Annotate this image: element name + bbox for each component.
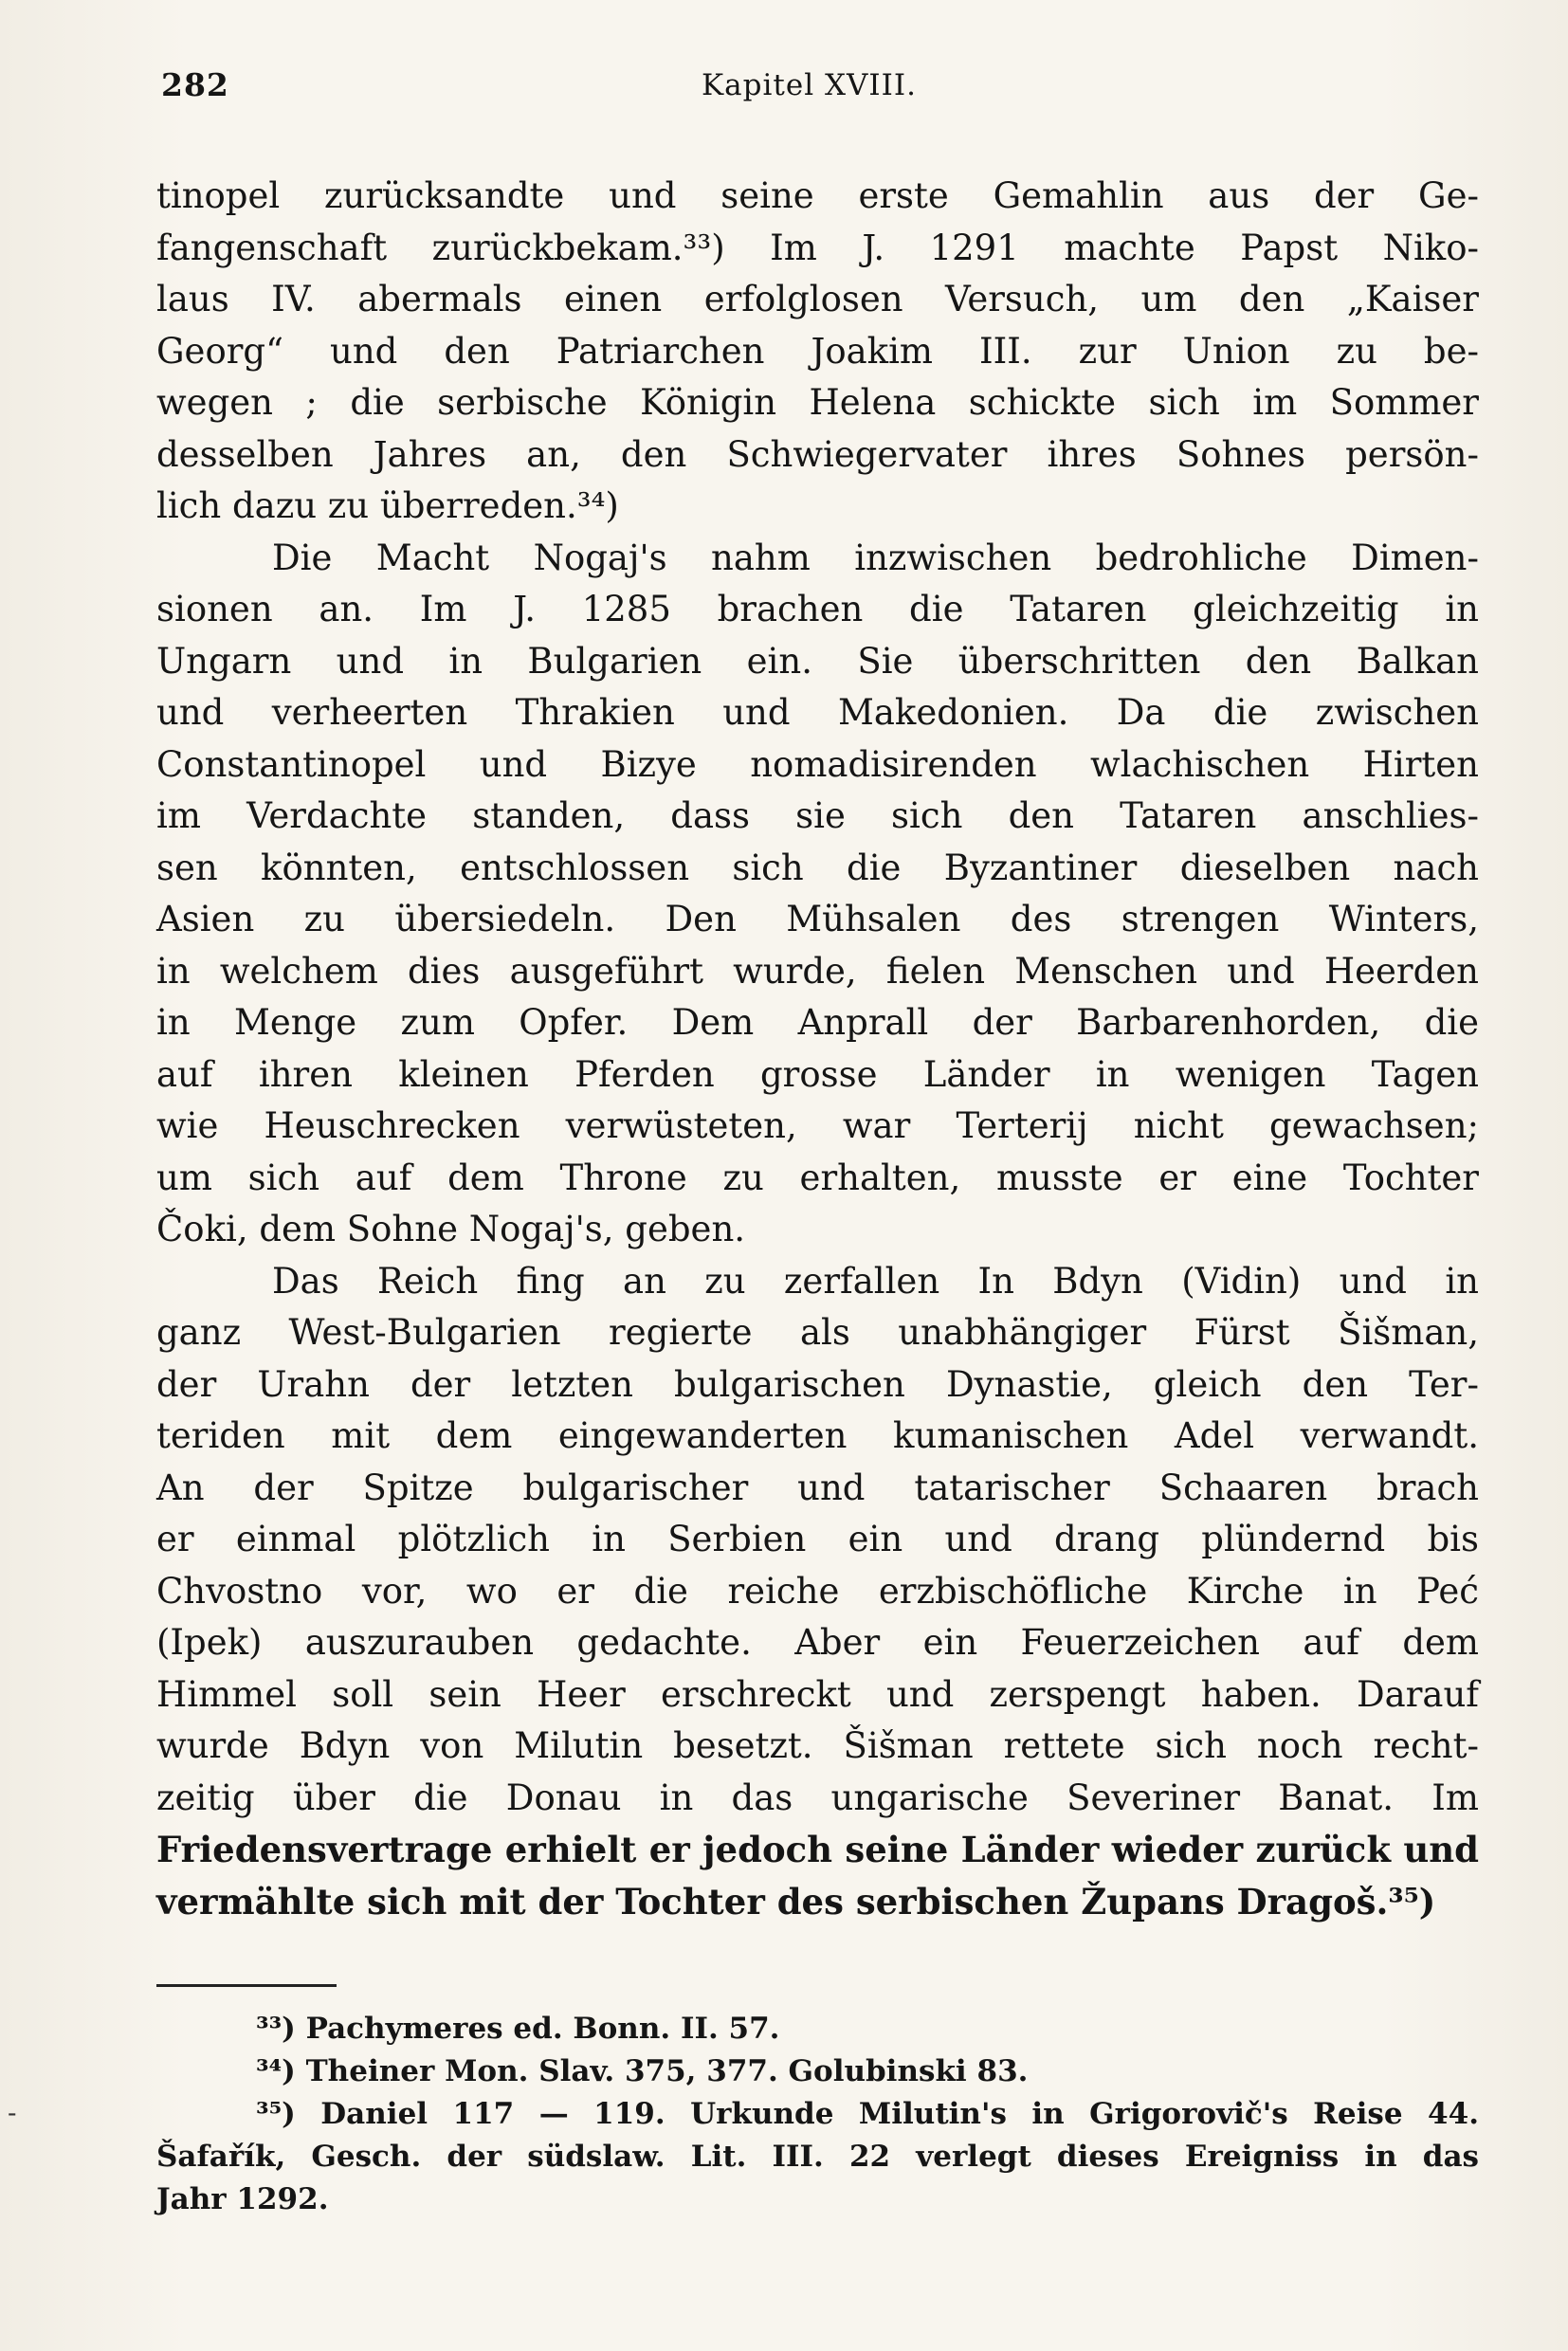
text-line: der Urahn der letzten bulgarischen Dynastie, gleich den Ter- <box>156 1363 1479 1405</box>
footnote-line: ³⁵) Daniel 117 — 119. Urkunde Milutin's in Grigorovič's Reise 44. <box>256 2097 1479 2131</box>
text-line: lich dazu zu überreden.³⁴) <box>156 485 619 526</box>
text-line: er einmal plötzlich in Serbien ein und drang plündernd bis <box>156 1519 1479 1559</box>
text-line: Asien zu übersiedeln. Den Mühsalen des strengen Winters, <box>156 899 1479 939</box>
text-line: Friedensvertrage erhielt er jedoch seine Länder wieder zurück und <box>156 1829 1479 1870</box>
text-line: Georg“ und den Patriarchen Joakim III. zur Union zu be- <box>156 330 1479 372</box>
footnote-line: Jahr 1292. <box>156 2182 329 2216</box>
text-line: und verheerten Thrakien und Makedonien. Da die zwischen <box>156 692 1479 733</box>
text-line: tinopel zurücksandte und seine erste Gemahlin aus der Ge- <box>156 175 1479 216</box>
body-text <box>156 171 1479 1927</box>
text-line: Čoki, dem Sohne Nogaj's, geben. <box>156 1209 746 1249</box>
page-number: 282 <box>161 66 229 103</box>
text-line: An der Spitze bulgarischer und tatarischer Schaaren brach <box>156 1467 1479 1508</box>
text-line: wurde Bdyn von Milutin besetzt. Šišman rettete sich noch recht- <box>156 1725 1479 1766</box>
text-line: wie Heuschrecken verwüsteten, war Terterij nicht gewachsen; <box>156 1105 1479 1146</box>
footnote-line: Šafařík, Gesch. der südslaw. Lit. III. 22 verlegt dieses Ereigniss in das <box>156 2140 1479 2174</box>
text-line: Chvostno vor, wo er die reiche erzbischöfliche Kirche in Peć <box>156 1570 1479 1612</box>
text-line: Constantinopel und Bizye nomadisirenden wlachischen Hirten <box>156 743 1479 785</box>
running-head: Kapitel XVIII. <box>702 68 918 102</box>
text-line: wegen ; die serbische Königin Helena schickte sich im Sommer <box>156 382 1479 423</box>
text-line: ganz West-Bulgarien regierte als unabhängiger Fürst Šišman, <box>156 1312 1479 1353</box>
text-line: in welchem dies ausgeführt wurde, fielen Menschen und Heerden <box>156 950 1479 992</box>
text-line: auf ihren kleinen Pferden grosse Länder in wenigen Tagen <box>156 1053 1479 1095</box>
text-line: laus IV. abermals einen erfolglosen Versuch, um den „Kaiser <box>156 279 1479 319</box>
footnote-line: ³³) Pachymeres ed. Bonn. II. 57. <box>256 2012 780 2046</box>
text-line: sen könnten, entschlossen sich die Byzantiner dieselben nach <box>156 847 1479 888</box>
text-line: in Menge zum Opfer. Dem Anprall der Barbarenhorden, die <box>156 1002 1479 1043</box>
text-line: vermählte sich mit der Tochter des serbischen Župans Dragoš.³⁵) <box>156 1880 1436 1923</box>
text-line: Himmel soll sein Heer erschreckt und zerspengt haben. Darauf <box>156 1673 1479 1715</box>
text-line: desselben Jahres an, den Schwiegervater ihres Sohnes persön- <box>156 433 1479 475</box>
text-line: (Ipek) auszurauben gedachte. Aber ein Feuerzeichen auf dem <box>156 1622 1479 1663</box>
text-line: Ungarn und in Bulgarien ein. Sie überschritten den Balkan <box>156 640 1479 682</box>
text-line: um sich auf dem Throne zu erhalten, musste er eine Tochter <box>156 1157 1479 1198</box>
text-line: zeitig über die Donau in das ungarische Severiner Banat. Im <box>156 1777 1479 1818</box>
margin-mark: - <box>8 2097 17 2128</box>
footnote-rule <box>156 1984 337 1987</box>
text-line: teriden mit dem eingewanderten kumanischen Adel verwandt. <box>156 1415 1479 1456</box>
text-line: Das Reich fing an zu zerfallen In Bdyn (Vidin) und in <box>272 1260 1479 1302</box>
text-line: sionen an. Im J. 1285 brachen die Tataren gleichzeitig in <box>156 589 1479 629</box>
text-line: im Verdachte standen, dass sie sich den Tataren anschlies- <box>156 795 1479 836</box>
text-line: Die Macht Nogaj's nahm inzwischen bedrohliche Dimen- <box>272 537 1479 578</box>
text-line: fangenschaft zurückbekam.³³) Im J. 1291 machte Papst Niko- <box>156 227 1479 268</box>
page-header <box>161 66 1488 114</box>
footnotes <box>156 2008 1479 2221</box>
footnote-line: ³⁴) Theiner Mon. Slav. 375, 377. Golubinski 83. <box>256 2054 1029 2088</box>
